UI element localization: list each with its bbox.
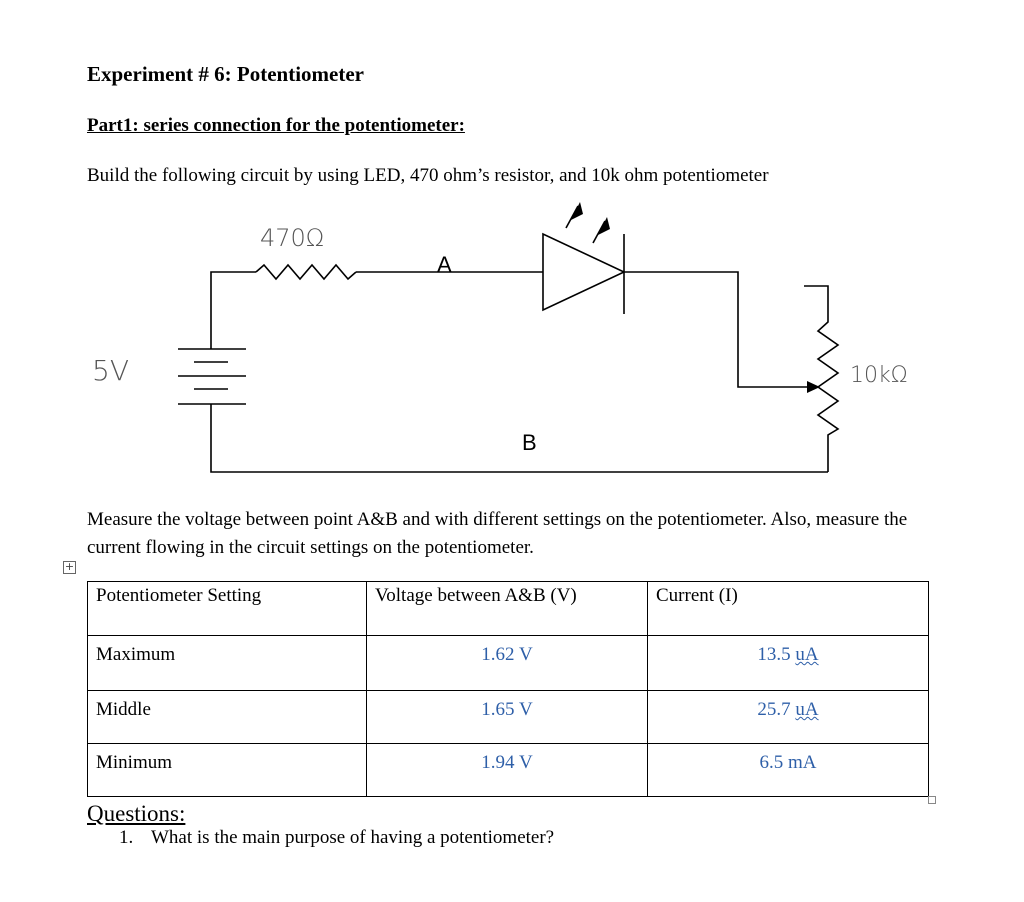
question-text: What is the main purpose of having a potentiometer? [151, 827, 555, 848]
current-value: 25.7 [757, 699, 791, 720]
questions-heading: Questions: [87, 801, 186, 826]
voltage-cell[interactable]: 1.65 V [367, 691, 648, 744]
source-label: 5V [92, 354, 129, 387]
table-row [88, 691, 929, 744]
wire-bottom [211, 404, 828, 472]
table-header-row [88, 582, 929, 636]
setting-cell[interactable]: Minimum [88, 744, 367, 797]
current-cell[interactable] [648, 691, 929, 744]
led-symbol [543, 234, 624, 310]
question-item [119, 827, 554, 849]
current-unit: mA [788, 752, 817, 773]
point-a-label: A [437, 252, 452, 277]
current-cell[interactable] [648, 636, 929, 691]
document-title: Experiment # 6: Potentiometer [87, 62, 364, 86]
measure-instructions: Measure the voltage between point A&B and with different settings on the potentiometer. Also, measure the current flowing in the circuit settings on the potentiometer. [87, 509, 908, 558]
table-move-handle-icon[interactable]: + [64, 560, 75, 573]
current-unit: uA [795, 644, 819, 665]
current-value: 13.5 [757, 644, 791, 665]
wire-led-pot [624, 272, 812, 387]
point-b-label: B [522, 430, 537, 455]
table-resize-handle-icon[interactable] [928, 796, 936, 804]
setting-cell[interactable]: Middle [88, 691, 367, 744]
question-number: 1. [119, 827, 134, 848]
header-cell[interactable]: Potentiometer Setting [88, 582, 367, 636]
pot-wiper-arrow [807, 381, 820, 393]
table-row [88, 636, 929, 691]
resistor-label: 470Ω [260, 224, 325, 252]
current-unit: uA [795, 699, 819, 720]
results-table [87, 581, 929, 797]
table-row [88, 744, 929, 797]
part-heading: Part1: series connection for the potentiometer: [87, 115, 465, 136]
resistor-symbol [256, 265, 356, 279]
circuit-diagram [0, 185, 1024, 485]
voltage-cell[interactable]: 1.62 V [367, 636, 648, 691]
header-cell[interactable]: Current (I) [648, 582, 929, 636]
wire-left-top [211, 272, 256, 349]
current-cell[interactable] [648, 744, 929, 797]
pot-label: 10kΩ [850, 363, 908, 388]
current-value: 6.5 [759, 752, 784, 773]
voltage-cell[interactable]: 1.94 V [367, 744, 648, 797]
header-cell[interactable]: Voltage between A&B (V) [367, 582, 648, 636]
potentiometer-symbol [804, 286, 838, 472]
instruction-text: Build the following circuit by using LED, 470 ohm’s resistor, and 10k ohm potentiometer [87, 165, 769, 186]
setting-cell[interactable]: Maximum [88, 636, 367, 691]
